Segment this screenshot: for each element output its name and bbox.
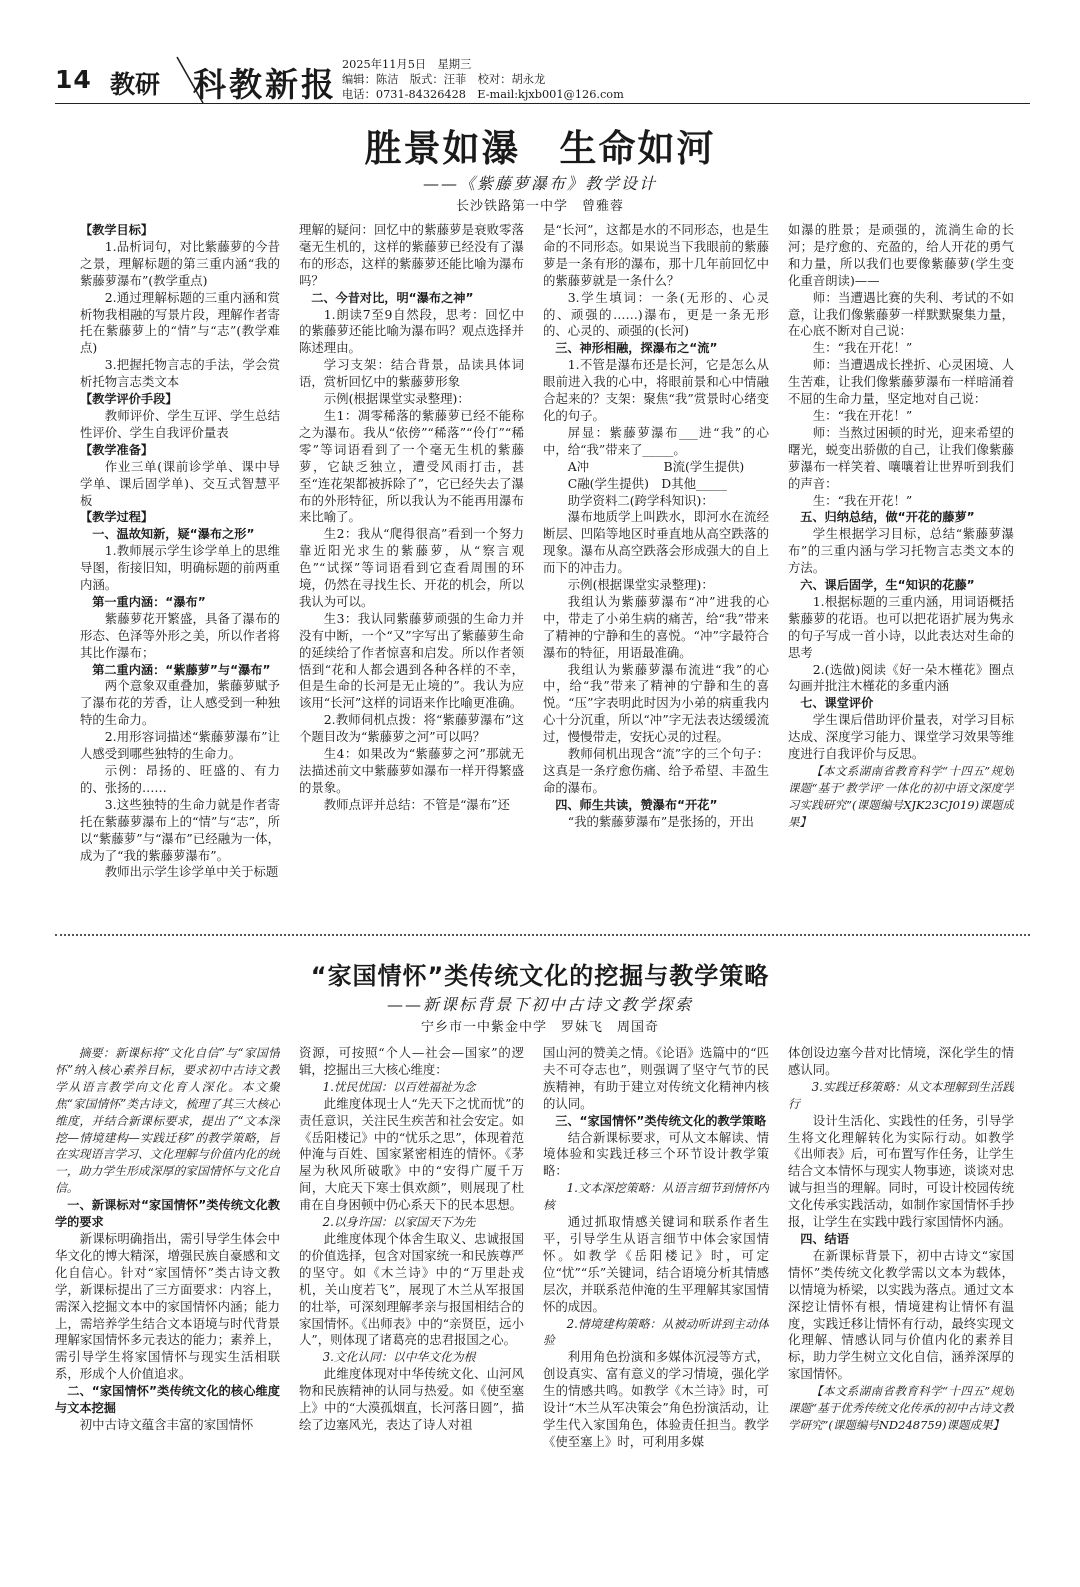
subheading: 3.实践迁移策略：从文本理解到生活践行 (788, 1079, 1014, 1111)
paragraph: 师：当熬过困顿的时光，迎来希望的曙光，蜕变出骄傲的自己，让我们像紫藤萝瀑布一样笑着、嚷嚷着让世界听到我们的声音： (788, 424, 1014, 491)
paragraph: C融(学生提供) D其他_____ (567, 475, 727, 491)
paragraph: 学生根据学习目标，总结“紫藤萝瀑布”的三重内涵与学习托物言志类文本的方法。 (788, 526, 1014, 576)
paragraph: 学习支架：结合背景，品读具体词语，赏析回忆中的紫藤萝形象 (299, 357, 524, 390)
section-heading: 七、课堂评价 (800, 696, 874, 711)
paragraph-continued: 理解的疑问：回忆中的紫藤萝是衰败零落毫无生机的，这样的紫藤萝已经没有了瀑布的形态，这样的紫藤萝还能比喻为瀑布吗？ (299, 222, 524, 288)
paragraph: 瀑布地质学上叫跌水，即河水在流经断层、凹陷等地区时垂直地从高空跌落的现象。瀑布从高空跌落会形成强大的自上而下的冲击力。 (543, 509, 769, 576)
paragraph: 此维度体现对中华传统文化、山河风物和民族精神的认同与热爱。如《使至塞上》中的“大漠孤烟直，长河落日圆”，描绘了边塞风光，表达了诗人对祖 (299, 1366, 524, 1432)
section-heading: 【教学过程】 (80, 510, 154, 525)
subheading: 2.以身许国：以家国天下为先 (322, 1215, 476, 1230)
paragraph: “我的紫藤萝瀑布”是张扬的，开出 (567, 813, 754, 829)
paragraph: 教师评价、学生互评、学生总结性评价、学生自我评价量表 (80, 407, 280, 440)
paragraph-continued: 国山河的赞美之情。《论语》选篇中的“匹夫不可夺志也”，则强调了坚守气节的民族精神，有助于建立对传统文化精神内核的认同。 (543, 1045, 769, 1111)
paragraph: 教师点评并总结：不管是“瀑布”还 (323, 796, 510, 812)
section-heading: 四、师生共读，赞瀑布“开花” (555, 797, 718, 812)
article1-author: 长沙铁路第一中学 曾雅蓉 (455, 199, 624, 214)
section-heading: 一、温故知新，疑“瀑布之形” (92, 527, 255, 542)
paragraph: A冲 B流(学生提供) (567, 458, 745, 474)
section-heading: 第二重内涵：“紫藤萝”与“瀑布” (92, 662, 271, 677)
paragraph: 2.用形容词描述“紫藤萝瀑布”让人感受到哪些独特的生命力。 (80, 729, 280, 762)
paragraph: 生：“我在开花！” (812, 492, 913, 508)
paragraph: 生2：我从“爬得很高”看到一个努力靠近阳光求生的紫藤萝，从“察言观色”“试探”等词语看到它查看周围的环境，仍然在寻找生长、开花的机会，所以我认为可以。 (299, 526, 524, 609)
paragraph: 生：“我在开花！” (812, 407, 913, 423)
footnote-credit: 【本文系湖南省教育科学“十四五”规划课题“基于优秀传统文化传承的初中古诗文教学研究”(课题编号ND248759)课题成果】 (788, 1384, 1014, 1432)
article2-column-1 (55, 1045, 280, 1550)
section-heading: 四、结语 (800, 1231, 849, 1246)
paragraph: 此维度体现士人“先天下之忧而忧”的责任意识，关注民生疾苦和社会安定。如《岳阳楼记》中的“忧乐之思”，体现着范仲淹与百姓、国家紧密相连的情怀。《茅屋为秋风所破歌》中的“安得广厦千万间，大庇天下寒士俱欢颜”，则展现了杜甫在自身困顿中仍心系天下的民本思想。 (299, 1095, 524, 1213)
paragraph: 此维度体现个体舍生取义、忠诚报国的价值选择，包含对国家统一和民族尊严的坚守。如《木兰诗》中的“万里赴戎机，关山度若飞”，展现了木兰从军报国的壮举，可深刻理解孝亲与报国相结合的家国情怀。《出师表》中的“亲贤臣，远小人”，则体现了诸葛亮的忠君报国之心。 (299, 1230, 524, 1348)
paragraph: 生3：我认同紫藤萝顽强的生命力并没有中断，一个“又”字写出了紫藤萝生命的延续给了作者惊喜和启发。所以作者领悟到“花和人都会遇到各种各样的不幸，但是生命的长河是无止境的”。我认为应该用“长河”这样的词语来作比喻更准确。 (299, 610, 524, 711)
paragraph-continued: 资源，可按照“个人—社会—国家”的逻辑，挖掘出三大核心维度： (299, 1045, 524, 1077)
paragraph: 教师伺机出现含“流”字的三个句子：这真是一条疗愈伤痛、给予希望、丰盈生命的瀑布。 (543, 746, 769, 795)
article2-title: “家国情怀”类传统文化的挖掘与教学策略 (310, 962, 770, 990)
paragraph: 1.教师展示学生诊学单上的思维导图，衔接旧知，明确标题的前两重内涵。 (80, 543, 280, 593)
paragraph: 师：当遭遇成长挫折、心灵困境、人生苦难，让我们像紫藤萝瀑布一样暗涌着不屈的生命力量，坚定地对自己说： (788, 357, 1014, 407)
paragraph: 屏显：紫藤萝瀑布___进“我”的心中，给“我”带来了_____。 (543, 424, 769, 457)
paragraph: 我组认为紫藤萝瀑布“冲”进我的心中，带走了小弟生病的痛苦，给“我”带来了精神的宁静和生的喜悦。“冲”字最符合瀑布的特征，用语最准确。 (543, 593, 769, 660)
paragraph: 2.(选做)阅读《好一朵木槿花》圈点勾画并批注木槿花的多重内涵 (788, 661, 1014, 694)
section-heading: 【教学评价手段】 (80, 392, 178, 407)
paragraph: 生1：凋零稀落的紫藤萝已经不能称之为瀑布。我从“依傍”“稀落”“伶仃”“稀零”等词语看到了一个毫无生机的紫藤萝，它缺乏独立，遭受风雨打击，甚至“连花架都被拆除了”，它已经失去了瀑布的外形特征，所以我认为不能再用瀑布来比喻了。 (299, 407, 524, 525)
paragraph: 紫藤萝花开繁盛，具备了瀑布的形态、色泽等外形之美，所以作者将其比作瀑布； (80, 610, 280, 660)
article2-column-2 (299, 1045, 524, 1550)
paragraph-continued: 是“长河”，这都是水的不同形态，也是生命的不同形态。如果说当下我眼前的紫藤萝是一条有形的瀑布，那十几年前回忆中的紫藤萝就是一条什么？ (543, 222, 769, 288)
paragraph: 示例：昂扬的、旺盛的、有力的、张扬的…… (80, 763, 280, 795)
newspaper-name: 科教新报 (193, 65, 337, 104)
section-heading: 三、神形相融，探瀑布之“流” (555, 341, 718, 356)
article1-column-3 (543, 222, 769, 922)
abstract: 摘要：新课标将“文化自信”与“家国情怀”纳入核心素养目标，要求初中古诗文教学从语言教学向文化育人深化。本文聚焦“家国情怀”类古诗文，梳理了其三大核心维度，并结合新课标要求，提出了“文本深挖—情境建构—实践迁移”的教学策略，旨在实现语言学习、文化理解与价值内化的统一，助力学生形成深厚的家国情怀与文化自信。 (55, 1046, 280, 1196)
section-heading: 一、新课标对“家国情怀”类传统文化教学的要求 (55, 1198, 280, 1230)
paragraph: 示例(根据课堂实录整理)： (323, 391, 470, 407)
section-heading: 六、课后固学，生“知识的花藤” (800, 578, 975, 593)
header-info (342, 57, 624, 102)
section-heading: 五、归纳总结，做“开花的藤萝” (800, 510, 975, 525)
section-heading: 第一重内涵：“瀑布” (92, 594, 206, 609)
issue-date: 2025年11月5日 星期三 (342, 58, 472, 71)
article1-title: 胜景如瀑 生命如河 (364, 127, 716, 170)
paragraph: 新课标明确指出，需引导学生体会中华文化的博大精深，增强民族自豪感和文化自信心。针对“家国情怀”类古诗文教学，新课标提出了三方面要求：内容上，需深入挖掘文本中的家国情怀内涵；能力上，需培养学生结合文本语境与时代背景理解家国情怀多元表达的能力；素养上，需引导学生将家国情怀与现实生活相联系，形成个人价值追求。 (55, 1230, 280, 1382)
paragraph: 3.这些独特的生命力就是作者寄托在紫藤萝瀑布上的“情”与“志”，所以“紫藤萝”与“瀑布”已经融为一体，成为了“我的紫藤萝瀑布”。 (80, 796, 280, 863)
paragraph: 学生课后借助评价量表，对学习目标达成、深度学习能力、课堂学习效果等维度进行自我评价与反思。 (788, 712, 1014, 762)
paragraph: 设计生活化、实践性的任务，引导学生将文化理解转化为实际行动。如教学《出师表》后，可布置写作任务，让学生结合文本情怀与现实人物事迹，谈谈对忠诚与担当的理解。同时，可设计校园传统文化传承实践活动，如制作家国情怀手抄报，让学生在实践中践行家国情怀内涵。 (788, 1112, 1014, 1230)
paragraph: 3.学生填词：一条(无形的、心灵的、顽强的……)瀑布，更是一条无形的、心灵的、顽强的(长河) (543, 289, 769, 339)
paragraph: 教师出示学生诊学单中关于标题 (104, 864, 279, 880)
page-number: 14 (55, 65, 92, 94)
paragraph: 助学资料二(跨学科知识)： (567, 492, 714, 508)
page-header (55, 55, 1030, 117)
section-heading: 二、“家国情怀”类传统文化的核心维度与文本挖掘 (55, 1384, 280, 1416)
paragraph: 我组认为紫藤萝瀑布流进“我”的心中，给“我”带来了精神的宁静和生的喜悦。“压”字表明此时因为小弟的病重我内心十分沉重，所以“冲”字无法表达缓缓流过，慢慢带走，安抚心灵的过程。 (543, 661, 769, 745)
paragraph: 结合新课标要求，可从文本解读、情境体验和实践迁移三个环节设计教学策略： (543, 1129, 769, 1179)
header-rule (55, 103, 1030, 104)
paragraph: 生4：如果改为“紫藤萝之河”那就无法描述前文中紫藤萝如瀑布一样开得繁盛的景象。 (299, 746, 524, 795)
article1-column-2 (299, 222, 524, 922)
section-heading: 【教学目标】 (80, 223, 154, 237)
paragraph: 1.根据标题的三重内涵，用词语概括紫藤萝的花语。也可以把花语扩展为隽永的句子写成一首小诗，以此表达对生命的思考 (788, 593, 1014, 660)
subheading: 1.忧民忧国：以百姓福祉为念 (322, 1079, 476, 1094)
subheading: 3.文化认同：以中华文化为根 (322, 1350, 476, 1365)
paragraph: 3.把握托物言志的手法，学会赏析托物言志类文本 (80, 357, 280, 390)
paragraph: 初中古诗文蕴含丰富的家国情怀 (79, 1416, 254, 1432)
paragraph: 两个意象双重叠加，紫藤萝赋予了瀑布花的芳香，让人感受到一种独特的生命力。 (80, 678, 280, 728)
section-heading: 三、“家国情怀”类传统文化的教学策略 (555, 1113, 767, 1128)
paragraph-continued: 如瀑的胜景；是顽强的，流淌生命的长河；是疗愈的、充盈的，给人开花的勇气和力量，所以我们也要像紫藤萝(学生变化重音朗读)—— (788, 222, 1014, 288)
paragraph: 2.通过理解标题的三重内涵和赏析物我相融的写景片段，理解作者寄托在紫藤萝上的“情”与“志”(教学难点) (80, 289, 280, 356)
paragraph: 师：当遭遇比赛的失利、考试的不如意，让我们像紫藤萝一样默默聚集力量，在心底不断对自己说： (788, 289, 1014, 339)
section-heading: 【教学准备】 (80, 442, 154, 457)
article1-column-1 (80, 222, 280, 922)
article2-subtitle: ——新课标背景下初中古诗文教学探索 (386, 995, 693, 1014)
paragraph: 1.不管是瀑布还是长河，它是怎么从眼前进入我的心中，将眼前景和心中情融合起来的？支架：聚焦“我”赏景时心绪变化的句子。 (543, 357, 769, 423)
paragraph: 作业三单(课前诊学单、课中导学单、课后固学单)、交互式智慧平板 (80, 458, 280, 508)
paragraph: 1.品析词句，对比紫藤萝的今昔之景，理解标题的第三重内涵“我的紫藤萝瀑布”(教学重点) (80, 238, 280, 288)
article1-subtitle: ——《紫藤萝瀑布》教学设计 (422, 174, 657, 193)
paragraph: 通过抓取情感关键词和联系作者生平，引导学生从语言细节中体会家国情怀。如教学《岳阳楼记》时，可定位“忧”“乐”关键词，结合语境分析其情感层次，并联系范仲淹的生平理解其家国情怀的成因。 (543, 1214, 769, 1314)
article2-column-4 (788, 1045, 1014, 1550)
article2-author: 宁乡市一中紫金中学 罗妹飞 周国奇 (420, 1020, 659, 1035)
editor-line: 编辑：陈洁 版式：汪菲 校对：胡永龙 (342, 73, 546, 86)
subheading: 2.情境建构策略：从被动听讲到主动体验 (543, 1316, 769, 1348)
paragraph: 利用角色扮演和多媒体沉浸等方式，创设真实、富有意义的学习情境，强化学生的情感共鸣。如教学《木兰诗》时，可设计“木兰从军决策会”角色扮演活动，让学生代入家国角色，体验责任担当。教学《使至塞上》时，可利用多媒 (543, 1349, 769, 1449)
section-heading: 二、今昔对比，明“瀑布之神” (311, 290, 474, 305)
footnote-credit: 【本文系湖南省教育科学“十四五”规划课题“基于‘教学评’一体化的初中语文深度学习实践研究”(课题编号XJK23CJ019)课题成果】 (788, 764, 1014, 829)
paragraph: 在新课标背景下，初中古诗文“家国情怀”类传统文化教学需以文本为载体，以情境为桥梁，以实践为落点。通过文本深挖让情怀有根，情境建构让情怀有温度，实践迁移让情怀有行动，最终实现文化理解、情感认同与价值内化的素养目标，助力学生树立文化自信，涵养深厚的家国情怀。 (788, 1247, 1014, 1382)
contact-line: 电话：0731-84326428 E-mail:kjxb001@126.com (342, 88, 624, 101)
paragraph: 2.教师伺机点拨：将“紫藤萝瀑布”这个题目改为“紫藤萝之河”可以吗？ (299, 712, 524, 745)
article2-column-3 (543, 1045, 769, 1550)
paragraph: 示例(根据课堂实录整理)： (567, 577, 714, 593)
section-name: 教研 (110, 70, 161, 99)
article1-column-4 (788, 222, 1014, 922)
paragraph: 1.朗读7至9自然段，思考：回忆中的紫藤萝还能比喻为瀑布吗？观点选择并陈述理由。 (299, 306, 524, 356)
article-separator (55, 934, 1030, 936)
subheading: 1.文本深挖策略：从语言细节到情怀内核 (543, 1181, 769, 1213)
paragraph-continued: 体创设边塞今昔对比情境，深化学生的情感认同。 (788, 1045, 1014, 1077)
paragraph: 生：“我在开花！” (812, 340, 913, 356)
